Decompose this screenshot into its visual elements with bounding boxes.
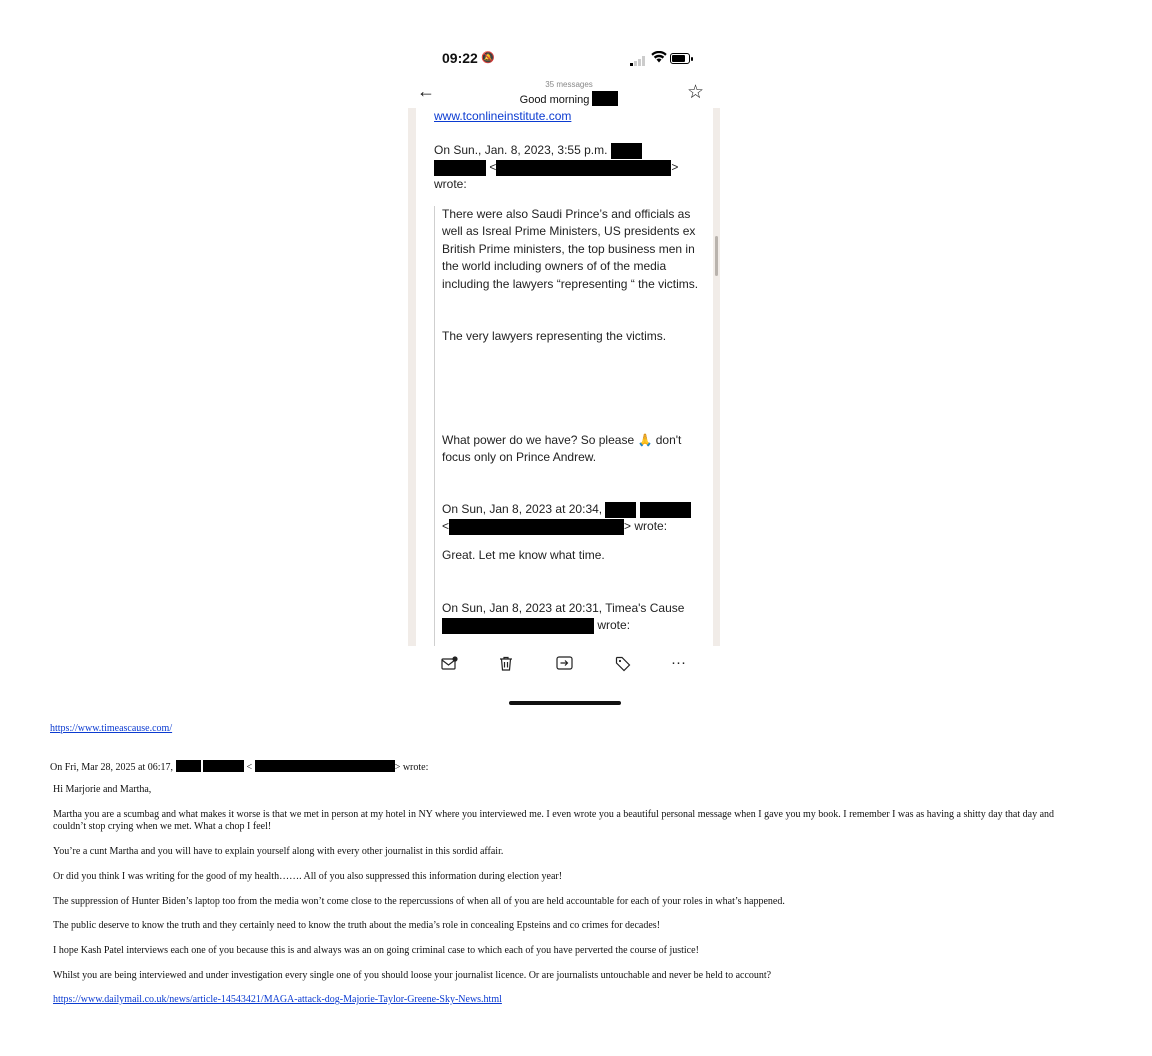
left-margin — [408, 108, 416, 646]
quote-paragraph-4: Great. Let me know what time. — [442, 548, 605, 562]
redaction — [605, 502, 636, 518]
attribution-1-lt: < — [489, 160, 497, 174]
trash-icon[interactable] — [499, 656, 513, 675]
email-paragraph-1: Martha you are a scumbag and what makes it worse is that we met in person at my hotel in NY where you interviewed me. I even wrote you a beautiful personal message when I gave you my book. I remember I was as having a shitty day that day and couldn’t stop crying when we met. What a chop I feel! — [53, 809, 1055, 832]
redaction — [203, 760, 244, 772]
email-paragraph-5: The public deserve to know the truth and they certainly need to know the truth about the media’s role in concealing Epsteins and co crimes for decades! — [53, 920, 661, 931]
phone-screenshot — [408, 40, 730, 720]
attribution-wrote: > wrote: — [394, 762, 429, 773]
attribution-2-lt: < — [442, 519, 450, 534]
dailymail-link-line — [53, 994, 502, 1006]
email-paragraph-7: Whilst you are being interviewed and under investigation every single one of you should loose your journalist licence. Or are journalists untouchable and never be held to account? — [53, 970, 772, 981]
quote-paragraph-2: The very lawyers representing the victims. — [442, 329, 667, 343]
redaction — [496, 160, 671, 176]
redaction — [611, 143, 642, 159]
attribution-3-wrote: wrote: — [597, 618, 631, 633]
email-greeting: Hi Marjorie and Martha, — [53, 784, 152, 795]
wifi-icon — [651, 50, 667, 66]
subject-text: Good morning — [519, 94, 590, 106]
quote-bar — [434, 206, 439, 646]
attribution-3-text: On Sun, Jan 8, 2023 at 20:31, Timea's Cause — [442, 601, 685, 615]
battery-icon — [670, 53, 690, 64]
status-bar — [408, 50, 730, 70]
quote-paragraph-1: There were also Saudi Prince’s and officials as well as Isreal Prime Ministers, US presidents ex British Prime ministers, the top business men in the world including owners of of the media including the lawyers “representing “ the victims. — [442, 207, 699, 291]
message-toolbar — [408, 652, 730, 682]
signal-icon — [630, 56, 648, 66]
email-paragraph-6: I hope Kash Patel interviews each one of you because this is and always was an on going criminal case to which each of you have perverted the course of justice! — [53, 945, 699, 956]
attribution-2 — [442, 501, 706, 536]
attribution-3 — [442, 600, 706, 635]
battery-tip — [691, 57, 693, 61]
redaction — [449, 519, 624, 535]
email-attribution — [50, 760, 428, 774]
subject-line — [408, 91, 730, 106]
website-link[interactable]: www.tconlineinstitute.com — [434, 109, 572, 123]
attribution-1-wrote: wrote: — [434, 177, 467, 191]
attribution-1-gt: > — [671, 160, 679, 174]
attribution-1-text: On Sun., Jan. 8, 2023, 3:55 p.m. — [434, 143, 608, 157]
quote-paragraph-3: What power do we have? So please 🙏 don't focus only on Prince Andrew. — [442, 433, 682, 465]
move-to-folder-icon[interactable] — [556, 656, 573, 674]
dailymail-link[interactable]: https://www.dailymail.co.uk/news/article-14543421/MAGA-attack-dog-Majorie-Taylor-Greene-Sky-News.html — [53, 994, 502, 1005]
more-icon[interactable]: ··· — [671, 654, 686, 671]
attribution-lt: < — [246, 762, 253, 773]
home-indicator — [509, 701, 621, 705]
scroll-track — [713, 108, 720, 646]
attribution-2-text: On Sun, Jan 8, 2023 at 20:34, — [442, 502, 603, 516]
redaction — [592, 91, 618, 106]
timeascause-link-line — [50, 723, 172, 735]
attribution-2-wrote: > wrote: — [624, 519, 668, 534]
message-body — [416, 108, 713, 646]
status-time: 09:22 — [442, 50, 478, 66]
message-header — [408, 80, 730, 108]
redaction — [176, 760, 201, 772]
redaction — [434, 160, 486, 176]
star-icon[interactable]: ☆ — [687, 82, 705, 103]
attribution-1 — [434, 142, 709, 193]
redaction — [255, 760, 395, 772]
redaction — [640, 502, 691, 518]
email-paragraph-2: You’re a cunt Martha and you will have to explain yourself along with every other journalist in this sordid affair. — [53, 846, 504, 857]
timeascause-link[interactable]: https://www.timeascause.com/ — [50, 723, 173, 734]
message-count: 35 messages — [545, 80, 593, 89]
email-paragraph-3: Or did you think I was writing for the good of my health……. All of you also suppressed this information during election year! — [53, 871, 563, 882]
mail-unread-icon[interactable] — [441, 656, 458, 674]
bell-slash-icon: 🔕 — [481, 52, 495, 64]
scrollbar[interactable] — [715, 236, 718, 276]
back-arrow-icon[interactable]: ← — [417, 81, 435, 101]
tag-icon[interactable] — [615, 656, 631, 676]
redaction — [442, 618, 594, 634]
attribution-text: On Fri, Mar 28, 2025 at 06:17, — [50, 762, 174, 773]
email-paragraph-4: The suppression of Hunter Biden’s laptop too from the media won’t come close to the repercussions of when all of you are held accountable for each of your roles in what’s happened. — [53, 896, 785, 907]
